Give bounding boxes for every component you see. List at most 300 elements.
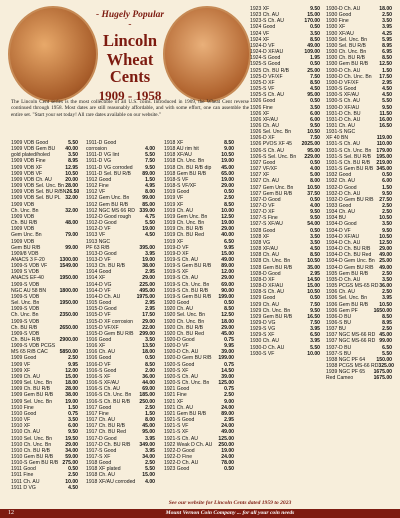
coin-description: 1924-S Good [250, 55, 281, 62]
coin-price: 6.50 [224, 238, 234, 245]
coin-price: 125.00 [218, 380, 234, 387]
coin-price: 5.50 [382, 98, 392, 105]
coin-price: 28.00 [65, 183, 78, 190]
coin-price: 37.50 [307, 190, 320, 197]
coin-price: 45.00 [221, 164, 234, 171]
coin-description: 1911 D VG [11, 484, 36, 491]
price-row [164, 466, 234, 472]
coin-description: 1913-D Good [86, 250, 117, 257]
coin-description: 1919 Ch. Unc. Bn [164, 220, 205, 227]
coin-description: 1917-S XF [86, 453, 111, 460]
coin-price: 25.00 [379, 258, 392, 265]
coin-description: 1919 Ch. BU R/B [164, 226, 204, 233]
website-note[interactable]: See our website for Lincoln Cents dated 1959 to 2023 [168, 500, 292, 506]
coin-price: 69.00 [221, 281, 234, 288]
coin-description: 1921-S VF [164, 423, 189, 430]
coin-description: 1930-S VF [250, 350, 275, 357]
coin-description: 1927-D Good [250, 196, 281, 203]
coin-description: 1932 Ch. AU [326, 178, 355, 185]
coin-description: 1928 Good [250, 227, 276, 234]
coin-description: 1930-D XF/AU [326, 104, 360, 111]
coin-description: 1930 Ch. Unc. Bn [326, 49, 367, 56]
coin-description: 1910 VF [11, 417, 31, 424]
coin-price: 12.50 [221, 213, 234, 220]
coin-description: 1910 Fine [11, 404, 34, 411]
title-line2: Wheat Cents [106, 50, 154, 86]
coin-price: 44.00 [142, 380, 155, 387]
coin-price: 2.50 [145, 404, 155, 411]
coin-description: Gem Unc. Bn [11, 232, 42, 239]
coin-description: 1912 Fine [86, 183, 109, 190]
coin-price: 9.50 [382, 227, 392, 234]
coin-description: 1921-S XF [164, 429, 189, 436]
coin-description: 1929 Good [250, 295, 276, 302]
coin-price: 17.50 [379, 73, 392, 80]
coin-description: 1923 Ch. AU [250, 12, 279, 19]
coin-price: 15.00 [307, 283, 320, 290]
coin-description: 1925-S Good [250, 61, 281, 68]
coin-price: 1.50 [145, 176, 155, 183]
coin-description: 1926 Ch. AU [250, 122, 279, 129]
coin-price: 5.50 [145, 152, 155, 159]
coin-price: 27.50 [379, 196, 392, 203]
coin-price: 2.50 [382, 270, 392, 277]
coin-price: 29.00 [65, 441, 78, 448]
coin-price: 45.00 [221, 330, 234, 337]
coin-price: 15.00 [307, 12, 320, 19]
coin-price: 49.00 [379, 264, 392, 271]
coin-description: 1921 XF [164, 398, 184, 405]
coin-description: 1930 Fine [326, 18, 349, 25]
coin-description: 1910 Ch. BU R/B [11, 447, 51, 454]
coin-description: Ch. BU R/B [11, 324, 38, 331]
coin-description: 1921 Gem BU R/B [164, 410, 207, 417]
coin-description: 1936-D BU [326, 313, 352, 320]
coin-price: 8.50 [310, 79, 320, 86]
coin-description: 1934-D Good [326, 221, 357, 228]
coin-price: 9.50 [310, 307, 320, 314]
coin-price: 25.00 [307, 67, 320, 74]
coin-price: 9.95 [224, 343, 234, 350]
coin-description: 1909 VDB Sel. BU PL [11, 195, 61, 202]
coin-price: 199.00 [218, 355, 234, 362]
coin-price: 13.50 [142, 343, 155, 350]
coin-price: 5850.00 [59, 349, 78, 356]
coin-description: 1927 Good [250, 159, 276, 166]
coin-description: 1909-S VDB PCGS [11, 343, 56, 350]
coin-price: 2650.00 [59, 324, 78, 331]
coin-price: 1650.00 [373, 307, 392, 314]
coin-price: 45.00 [142, 423, 155, 430]
coin-description: 1913 Ch. BU R/B [86, 263, 126, 270]
coin-description: 1910 Good [11, 410, 37, 417]
coin-description: 1927 Ch. AU [250, 178, 279, 185]
coin-description: 1930 Sel. BU R/B [326, 42, 366, 49]
coin-description: Gem BU R/B [11, 244, 41, 251]
coin-price: 99.00 [142, 195, 155, 202]
coin-description: 1929 Gem BU R/B [250, 313, 293, 320]
coin-description: 1917 Ch. AU [86, 417, 115, 424]
price-row [86, 479, 155, 485]
coin-description: 1924 VF [250, 30, 270, 37]
coin-price: 8.50 [310, 36, 320, 43]
coin-description: 1914-D VG [86, 281, 112, 288]
coin-price: 2.50 [382, 326, 392, 333]
coin-price: 0.75 [224, 386, 234, 393]
coin-price: 219.00 [376, 159, 392, 166]
coin-price: 20.00 [65, 176, 78, 183]
coin-description: 1925-S VF [250, 86, 275, 93]
coin-description: 1909 VDB Fine [11, 158, 46, 165]
price-column-2 [86, 140, 155, 485]
coin-price: 9.00 [224, 398, 234, 405]
coin-description: 1916-D VF [86, 361, 111, 368]
coin-price: 185.00 [139, 392, 155, 399]
coin-description: 1928 Gem BU R/B [250, 264, 293, 271]
coin-price: 495.00 [139, 287, 155, 294]
coin-price: 0.50 [224, 466, 234, 473]
coin-description: 1918 Ch. Unc. Bn [164, 158, 205, 165]
coin-description: 1912-D VF [86, 226, 111, 233]
coin-price: 6.95 [382, 49, 392, 56]
coin-price: 48.00 [65, 220, 78, 227]
coin-price: 7.50 [310, 301, 320, 308]
coin-price: 8.00 [145, 417, 155, 424]
coin-price: 4.50 [382, 86, 392, 93]
coin-description: 1921 Fine [164, 392, 187, 399]
coin-price: 2025.00 [301, 141, 320, 148]
coin-price: 250.00 [218, 441, 234, 448]
coin-description: 1920-S Ch. Unc. Bn [164, 380, 210, 387]
coin-description: 1911 Good [11, 466, 36, 473]
coin-description: 1926 Sel. Unc. Bn [250, 129, 292, 136]
coin-price: 24.00 [221, 423, 234, 430]
coin-description: 1930-D Ch. AU [326, 6, 361, 12]
coin-price: 79.00 [65, 232, 78, 239]
coin-price: 3.50 [68, 417, 78, 424]
coin-description: 1912 Good [86, 176, 112, 183]
coin-description: 1924 Good [250, 24, 276, 31]
coin-price: 9.50 [382, 104, 392, 111]
coin-price: 2.95 [310, 270, 320, 277]
coin-price: 19.50 [65, 435, 78, 442]
coin-price: 15.00 [221, 250, 234, 257]
coin-description: 1920-D Ch. AU [164, 349, 199, 356]
coin-price: 14.50 [221, 367, 234, 374]
coin-description: 1931-S Gem BU R/B [326, 166, 374, 173]
coin-description: 1917 Fine [86, 410, 109, 417]
coin-description: 1909 VDB Sel. BU R/BN [11, 189, 67, 196]
coin-description: 1917 Good [86, 404, 112, 411]
coin-description: 1928 XF [250, 233, 270, 240]
coin-price: 8.95 [382, 319, 392, 326]
coin-price: 15.00 [65, 373, 78, 380]
coin-description: 1932-D Gem BU R/B [326, 196, 374, 203]
coin-description: 1918 Good [86, 460, 112, 467]
coin-description: 1937 NGC MS-66 RD [326, 332, 376, 339]
coin-price: 5.95 [382, 36, 392, 43]
coin-description: 1911-D VG corroded [86, 164, 133, 171]
coin-price: 345.00 [376, 166, 392, 173]
coin-description: 1918 XF [164, 140, 184, 146]
coin-price: 38.00 [142, 263, 155, 270]
coin-price: 1675.00 [373, 369, 392, 376]
coin-description: 1916 Good [86, 337, 112, 343]
coin-price: 19.00 [221, 158, 234, 165]
coin-price: 54.00 [307, 221, 320, 228]
coin-price: 14.50 [307, 276, 320, 283]
coin-description: 1935-D Ch. AU [326, 276, 361, 283]
coin-price: 18.00 [65, 380, 78, 387]
coin-description: 1911 Ch. AU [11, 478, 40, 485]
coin-price: 29.00 [142, 275, 155, 282]
coin-description: 1912 NGC MS 66 RD [86, 207, 135, 214]
coin-price: 10.50 [307, 289, 320, 296]
coin-price: 3.95 [145, 447, 155, 454]
coin-price: 78.00 [221, 460, 234, 467]
coin-description: 1928-D XF [250, 276, 275, 283]
coin-description: 1919-S Ch. Unc. Bn [164, 281, 210, 288]
coin-price: 110.00 [376, 141, 392, 148]
coin-description: 1913-D VF [86, 256, 111, 263]
coin-price: 12.00 [221, 269, 234, 276]
coin-description: 1920-D Gem BU R/B [164, 355, 212, 362]
coin-description: 1930 Ch. BU R/B [326, 55, 366, 62]
coin-description: 1909/8 VDB [11, 250, 39, 257]
price-row [11, 485, 78, 491]
coin-price: 3.50 [310, 239, 320, 246]
coin-description: 1930-D Ch. Unc. Bn [326, 73, 372, 80]
coin-description: 1934-D Ch. BU R/B [326, 246, 371, 253]
coin-description: 1923 Good [164, 466, 190, 473]
coin-description: 1934-D XF/AU [326, 233, 360, 240]
coin-price: 0.50 [382, 172, 392, 179]
coin-price: 10.50 [379, 215, 392, 222]
coin-description: 1909 VDB XF [11, 164, 43, 171]
coin-description: 1934-D Gem BU R/B [326, 264, 374, 271]
coin-price: 34.00 [142, 453, 155, 460]
coin-description: 1920-S Good [164, 361, 195, 368]
coin-price: 9.50 [382, 190, 392, 197]
coin-price: 10.50 [307, 258, 320, 265]
coin-description: 1922-D Ch. AU [164, 460, 199, 467]
coin-price: 339.00 [139, 207, 155, 214]
title-years: 1909 - 1958 [98, 88, 162, 103]
coin-description: 1927 VF/XF [250, 166, 278, 173]
coin-price: 4.95 [145, 183, 155, 190]
coin-price: 119.00 [376, 135, 392, 142]
coin-price: 36.00 [142, 373, 155, 380]
coin-description: Sel. Unc. Bn [11, 300, 40, 307]
coin-price: 32.00 [65, 207, 78, 214]
coin-price: 275.00 [62, 460, 78, 467]
coin-description: 1918 Gem BU R/B [164, 170, 207, 177]
coin-price: 2.95 [382, 79, 392, 86]
coin-price: 8.50 [224, 306, 234, 313]
coin-price: 32.00 [65, 195, 78, 202]
coin-description: 1930 Ch. AU [250, 338, 279, 345]
coin-description: 1918 XF/AU corroded [86, 478, 136, 485]
coin-price: 12.50 [221, 312, 234, 319]
coin-description: 1925 Ch. BU R/B [250, 67, 290, 74]
coin-description: 1916-S Ch. AU [86, 386, 120, 393]
coin-price: 59.00 [65, 453, 78, 460]
coin-description: 1919 VF [164, 195, 184, 202]
coin-description: 1923-S Ch. AU [250, 18, 284, 25]
coin-description: 1911-D VG [86, 158, 112, 165]
coin-description: 1939 NGC PF 65 [326, 369, 366, 376]
coin-price: 6.00 [68, 423, 78, 430]
coin-description: 1918-S VF [164, 176, 189, 183]
coin-description: 1936-S BU [326, 319, 351, 326]
coin-price: 2.50 [68, 472, 78, 479]
coin-description: 1927-D VF [250, 203, 275, 209]
coin-description: 1909-S VDB [11, 281, 40, 288]
coin-description: 1926 XF [250, 110, 270, 117]
coin-description: 1919 XF [164, 238, 184, 245]
coin-price: 6.00 [382, 178, 392, 185]
coin-description: 1930 XF/AU [326, 30, 354, 37]
coin-price: 12.50 [379, 239, 392, 246]
coin-price: 95.00 [142, 429, 155, 436]
coin-description: 1925-D XF [250, 79, 275, 86]
coin-description: 1927 Gem BU R/B [250, 190, 293, 197]
coin-description: 1914-D VF [86, 287, 111, 294]
coin-description: 1930-S XF/AU [326, 92, 359, 99]
coin-description: 1910 Ch. AU [11, 429, 40, 436]
coin-price: 0.50 [224, 300, 234, 307]
coin-description: 1913 NGC [86, 238, 111, 245]
coin-description: 1909-S VDB VF [11, 263, 48, 270]
coin-description: 1927 XF [250, 172, 270, 179]
coin-description: 1927-D XF [250, 209, 275, 216]
coin-price: 1300.00 [59, 256, 78, 263]
coin-price: 18.00 [221, 318, 234, 325]
coin-price: 3.95 [382, 295, 392, 302]
coin-price: 170.00 [304, 18, 320, 25]
coin-description: 1917-S Good [86, 447, 117, 454]
coin-description: 1909-S VDB [11, 293, 40, 300]
coin-price: 4.25 [382, 30, 392, 37]
coin-price: 49.00 [221, 429, 234, 436]
coin-description: 1915-D Good [86, 306, 117, 313]
coin-description: 1925-S Ch. AU [250, 92, 284, 99]
coin-price: 2350.00 [59, 312, 78, 319]
coin-price: 9.50 [310, 122, 320, 129]
coin-description: Ch. BU+ R/B [11, 337, 41, 343]
coin-description: 1909 VDB Sel. Unc. Bn [11, 183, 64, 190]
coin-description: 1917-D Good [86, 435, 117, 442]
coin-price: 5.50 [145, 466, 155, 473]
coin-price: 16.00 [379, 116, 392, 123]
coin-description: 1909 Sel. Unc. Bn [11, 398, 53, 405]
coin-price: 10.50 [379, 233, 392, 240]
coin-description: 1921-S Ch. AU [164, 435, 198, 442]
coin-price: 8.95 [382, 42, 392, 49]
coin-price: 19.00 [142, 226, 155, 233]
coin-price: 1.50 [382, 184, 392, 191]
coin-description: 1919 Ch. BU Red [164, 232, 204, 239]
coin-price: 9.50 [310, 209, 320, 216]
coin-price: 3.95 [145, 435, 155, 442]
coin-price: 89.00 [221, 263, 234, 270]
coin-description: 1931-D Ch. BU [326, 110, 361, 117]
coin-price: 6.00 [310, 110, 320, 117]
coin-price: 0.75 [224, 361, 234, 368]
coin-price: 225.00 [139, 281, 155, 288]
coin-price: 2.50 [382, 289, 392, 296]
coin-price: 16.50 [307, 313, 320, 320]
coin-price: 40.00 [221, 232, 234, 239]
coin-price: 4.50 [310, 246, 320, 253]
coin-price: 24.00 [221, 453, 234, 460]
coin-description: 1931-S Ch. Unc. Bn [326, 147, 372, 154]
coin-description: 1937-D BU [326, 344, 352, 351]
coin-description: 1922-D Good [164, 447, 195, 454]
coin-description: 1910 Gem BU R/B [11, 453, 54, 460]
coin-price: 3.50 [68, 152, 78, 159]
coin-description: 1922-D Fine [164, 453, 193, 460]
coin-description: 1909-S VDB [11, 306, 40, 313]
coin-description: 1910 XF [11, 423, 31, 430]
coin-price: 1.50 [382, 67, 392, 74]
coin-description: 1930 Gem BU R/B [326, 61, 369, 68]
title-subtitle: - Hugely Popular - [95, 10, 165, 30]
coin-description: 1909 VDB [11, 238, 35, 245]
coin-description: 1936 Gem PF [326, 307, 358, 314]
price-row [326, 375, 392, 381]
coin-price: 0.50 [224, 189, 234, 196]
coin-description: 1924-D VF [250, 42, 275, 49]
coin-price: 1675.00 [373, 375, 392, 382]
coin-price: 89.00 [142, 170, 155, 177]
coin-description: 1918 Ch. AU [86, 472, 115, 479]
coin-price: 8.50 [382, 55, 392, 62]
coin-description: 1918-S VF/XF [164, 183, 197, 190]
intro-paragraph: The Lincoln Cent series is the most collectible of all U.S. coins. Introduced in 1909, the Wheat Cent reverse continued through 1958. Most dates are still reasonably affordable, and with some effort, one can assemble the entire set. "Start your set today! All rare dates available on our website." [11, 99, 249, 118]
coin-price: 1.95 [310, 55, 320, 62]
coin-price: 24.00 [221, 404, 234, 411]
coin-price: 0.75 [224, 337, 234, 343]
coin-price: 179.00 [376, 147, 392, 154]
coin-description: 1919-S Ch. AU [164, 256, 198, 263]
coin-description: 1913 VF [86, 232, 106, 239]
coin-description: 1915 Good [86, 300, 112, 307]
coin-description: 1931-S NGC [326, 129, 356, 136]
coin-description: 1931 Ch. AU [326, 122, 355, 129]
coin-description: 1922 Weak D Ch. AU [164, 441, 213, 448]
coin-price: 95.00 [307, 92, 320, 99]
coin-description: 1918 Ch. BU R/B dip [164, 164, 212, 171]
coin-description: 1919 XF [164, 201, 184, 208]
coin-description: 1938 PCGS MS-66 RD [326, 363, 379, 370]
coin-description: 1912 Gem BU R/B [86, 201, 129, 208]
coin-description: 1920 Sel. Unc. Bn [164, 312, 206, 319]
coin-price: 395.00 [139, 244, 155, 251]
coin-price: 4.50 [145, 232, 155, 239]
coin-description: 1919-S XF [164, 269, 189, 276]
coin-price: 2.50 [382, 209, 392, 216]
coin-price: 9.50 [68, 429, 78, 436]
coin-description: 1932-D Ch. AU [326, 190, 361, 197]
coin-description: 1909 VDB VF [11, 170, 43, 177]
coin-description: 1930-S Ch. AU [326, 98, 360, 105]
section-title [94, 10, 166, 104]
coin-description: 1929 Ch. AU [250, 301, 279, 308]
coin-description: 1916-S Good [86, 367, 117, 374]
coin-obverse-image [8, 6, 98, 102]
coin-description: 1915-D VF/XF [86, 324, 119, 331]
